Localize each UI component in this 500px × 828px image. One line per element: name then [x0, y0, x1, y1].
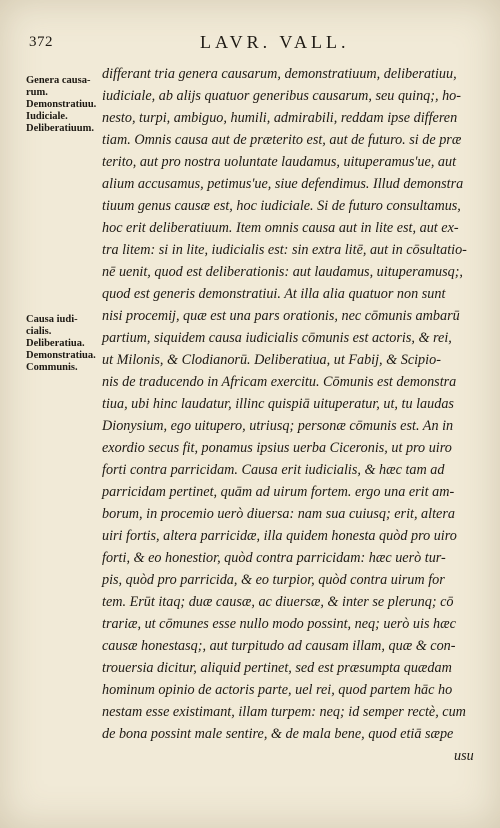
text-line: tra litem: si in lite, iudicialis est: sin extra litē, aut in cōsultatio- [102, 242, 467, 258]
margin-note-line: Iudiciale. [26, 111, 68, 122]
text-line: nesto, turpi, ambiguo, humili, admirabili, reddam ipse differen [102, 110, 458, 126]
margin-note-line: Genera causa- [26, 75, 91, 86]
text-line: tiam. Omnis causa aut de præterito est, aut de futuro. si de præ [102, 132, 462, 148]
text-line: quod est generis demonstratiui. At illa alia quatuor non sunt [102, 286, 446, 302]
text-line: tiuum genus causæ est, hoc iudiciale. Si de futuro consultamus, [102, 198, 461, 214]
margin-note-line: Demonstratiuu. [26, 99, 97, 110]
text-line: terito, aut pro nostra uoluntate laudamus, uituperamus'ue, aut [102, 154, 457, 170]
catchword: usu [454, 748, 474, 764]
text-line: uiri fortis, altera parricidæ, illa quidem honesta quòd pro uiro [102, 528, 457, 544]
text-line: borum, in procemio uerò diuersa: nam sua cuiusq; erit, altera [102, 506, 455, 522]
text-line: iudiciale, ab alijs quatuor generibus causarum, seu quinq;, ho- [102, 88, 461, 104]
text-line: alium accusamus, petimus'ue, siue defendimus. Illud demonstra [102, 176, 464, 192]
text-line: parricidam pertinet, quām ad uirum fortem. ergo una erit am- [102, 484, 455, 500]
text-line: nis de traducendo in Africam exercitu. Cōmunis est demonstra [102, 374, 457, 390]
text-line: tiua, ubi hinc laudatur, illinc quispiā uituperatur, ut, tu laudas [102, 396, 454, 412]
text-line: forti, & eo honestior, quòd contra parricidam: hæc uerò tur- [102, 550, 446, 566]
margin-note-causa [26, 314, 96, 374]
page-number: 372 [29, 34, 53, 50]
text-line: nestam esse existimant, illam turpem: neq; id semper rectè, cum [102, 704, 466, 720]
text-line: exordio secus fit, ponamus ipsius uerba Ciceronis, ut pro uiro [102, 440, 452, 456]
text-line: ut Milonis, & Clodianorū. Deliberatiua, ut Fabij, & Scipio- [102, 352, 441, 368]
margin-note-line: Deliberatiuum. [26, 123, 94, 134]
text-line: hoc erit deliberatiuum. Item omnis causa aut in lite est, aut ex- [102, 220, 459, 236]
page-header [0, 30, 500, 56]
text-line: nisi procemij, quæ est una pars orationis, nec cōmunis ambarū [102, 308, 460, 324]
running-head: LAVR. VALL. [200, 32, 350, 52]
text-line: causæ honestasq;, aut turpitudo ad causam illam, quæ & con- [102, 638, 456, 654]
margin-note-line: cialis. [26, 326, 52, 337]
text-line: trariæ, ut cōmunes esse nullo modo possint, neq; uerò uis hæc [102, 616, 456, 632]
text-line: forti contra parricidam. Causa erit iudicialis, & hæc tam ad [102, 462, 445, 478]
margin-note-line: rum. [26, 87, 48, 98]
text-line: nē uenit, quod est deliberationis: aut laudamus, uituperamusq;, [102, 264, 463, 280]
margin-note-line: Demonstratiua. [26, 350, 96, 361]
text-line: tem. Erūt itaq; duæ causæ, ac diuersæ, & inter se plerunq; cō [102, 594, 454, 610]
text-line: partium, siquidem causa iudicialis cōmunis est actoris, & rei, [102, 330, 452, 346]
text-line: de bona possint male sentire, & de mala bene, quod etiā sæpe [102, 726, 454, 742]
text-line: hominum opinio de actoris parte, uel rei, quod partem hāc ho [102, 682, 453, 698]
text-line: trouersia dicitur, aliquid pertinet, sed est præsumpta quædam [102, 660, 452, 676]
margin-note-line: Communis. [26, 362, 78, 373]
margin-note-genera [26, 75, 96, 135]
text-line: Dionysium, ego uitupero, utriusq; personæ cōmunis est. An in [102, 418, 454, 434]
text-line: differant tria genera causarum, demonstratiuum, deliberatiuu, [102, 66, 457, 82]
margin-note-line: Causa iudi- [26, 314, 78, 325]
margin-note-line: Deliberatiua. [26, 338, 85, 349]
text-line: pis, quòd pro parricida, & eo turpior, quòd contra uirum for [102, 572, 445, 588]
